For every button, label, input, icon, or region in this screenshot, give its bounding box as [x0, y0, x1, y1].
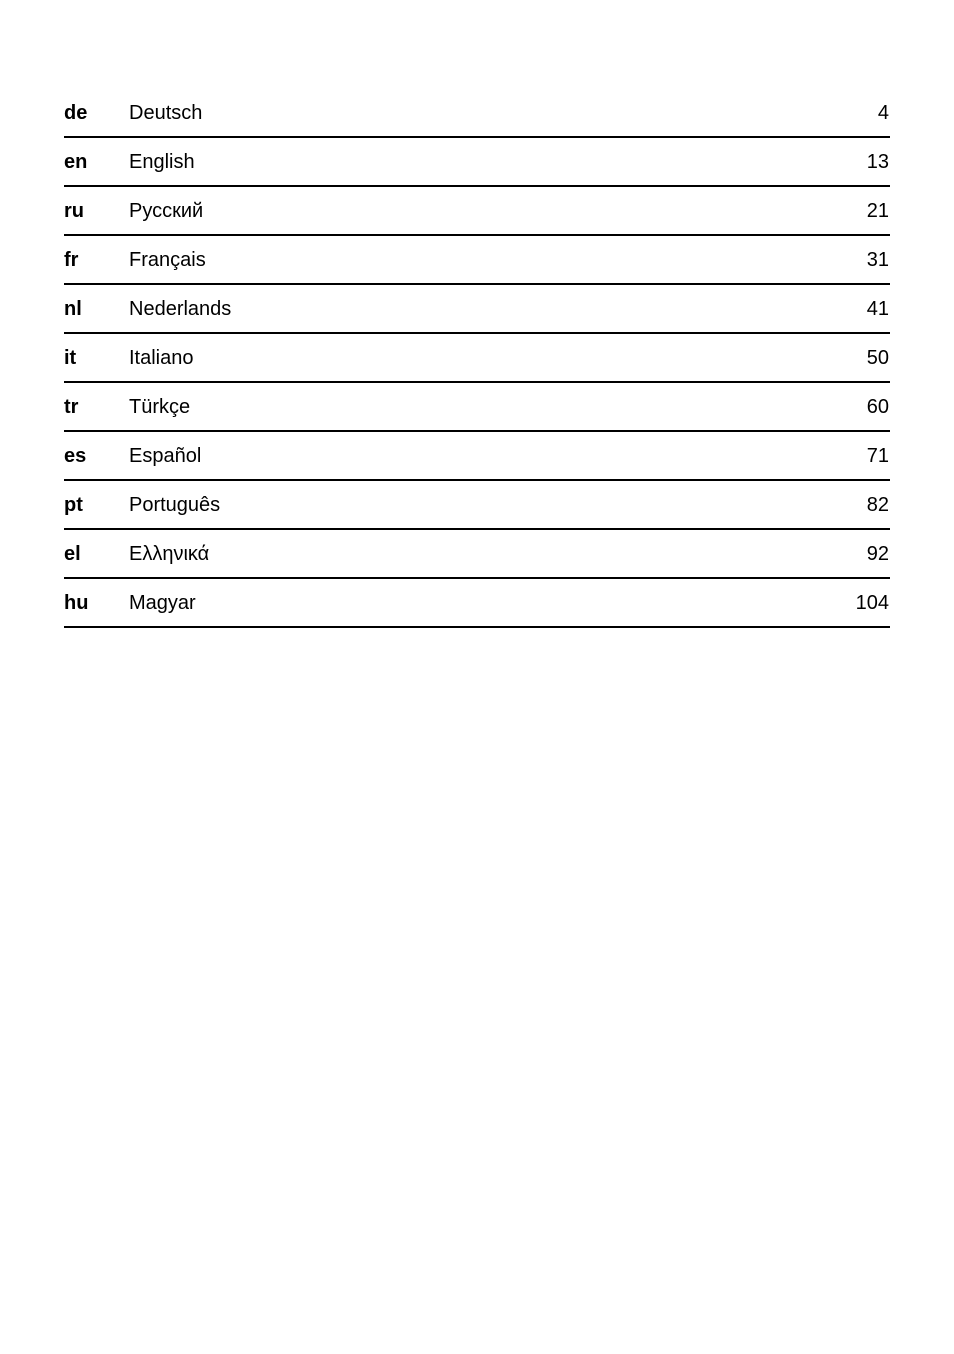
toc-row-nl[interactable] — [64, 285, 890, 334]
toc-row-ru[interactable] — [64, 187, 890, 236]
language-name: Русский — [129, 199, 204, 222]
language-code: hu — [64, 591, 89, 614]
language-table-of-contents — [64, 89, 890, 628]
language-name: Español — [129, 444, 202, 467]
language-name: Português — [129, 493, 221, 516]
page-number: 21 — [866, 199, 889, 222]
language-name: Türkçe — [129, 395, 191, 418]
language-code: fr — [64, 248, 79, 271]
language-name: Deutsch — [129, 101, 203, 124]
language-code: de — [64, 101, 88, 124]
language-name: Nederlands — [129, 297, 232, 320]
toc-row-el[interactable] — [64, 530, 890, 579]
page-number: 31 — [866, 248, 889, 271]
page-number: 82 — [866, 493, 889, 516]
page-number: 104 — [855, 591, 889, 614]
language-name: English — [129, 150, 195, 173]
toc-row-en[interactable] — [64, 138, 890, 187]
page-number: 71 — [866, 444, 889, 467]
page-number: 13 — [866, 150, 889, 173]
language-code: en — [64, 150, 88, 173]
page-number: 50 — [866, 346, 889, 369]
language-code: nl — [64, 297, 82, 320]
language-name: Français — [129, 248, 206, 271]
language-code: es — [64, 444, 87, 467]
toc-row-es[interactable] — [64, 432, 890, 481]
page-number: 60 — [866, 395, 889, 418]
language-name: Magyar — [129, 591, 196, 614]
language-code: pt — [64, 493, 83, 516]
language-code: ru — [64, 199, 84, 222]
page-number: 92 — [866, 542, 889, 565]
language-code: el — [64, 542, 81, 565]
language-code: tr — [64, 395, 79, 418]
language-name: Ελληνικά — [129, 542, 210, 565]
toc-row-pt[interactable] — [64, 481, 890, 530]
page-number: 41 — [866, 297, 889, 320]
language-name: Italiano — [129, 346, 194, 369]
toc-row-it[interactable] — [64, 334, 890, 383]
page-number: 4 — [877, 101, 889, 124]
language-code: it — [64, 346, 77, 369]
toc-row-fr[interactable] — [64, 236, 890, 285]
toc-row-de[interactable] — [64, 89, 890, 138]
toc-row-hu[interactable] — [64, 579, 890, 628]
toc-row-tr[interactable] — [64, 383, 890, 432]
